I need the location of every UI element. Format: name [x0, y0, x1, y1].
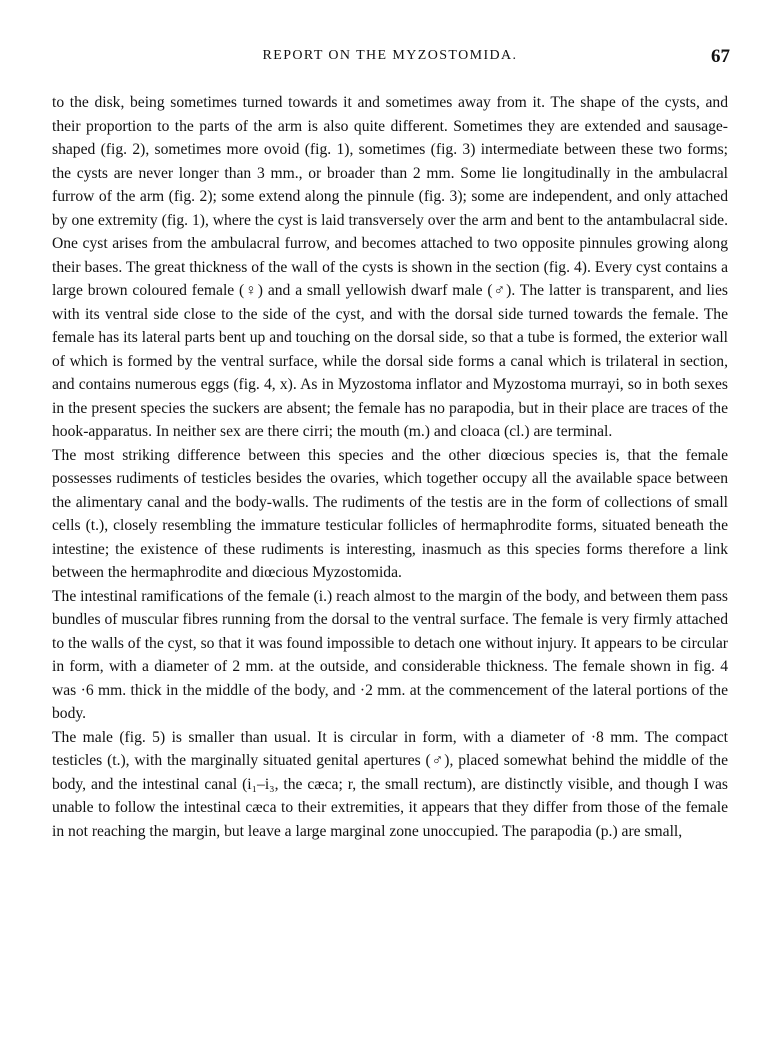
paragraph: The intestinal ramifications of the female (i.) reach almost to the margin of the body, and between them pass bundles of muscular fibres running from the dorsal to the ventral surface. The female is very firmly attached to the walls of the cyst, so that it was found impossible to detach one without injury. It appears to be circular in form, with a diameter of 2 mm. at the outside, and considerable thickness. The female shown in fig. 4 was ·6 mm. thick in the middle of the body, and ·2 mm. at the commencement of the lateral portions of the body.	[52, 587, 728, 722]
body-text	[52, 91, 728, 843]
paragraph: The male (fig. 5) is smaller than usual. It is circular in form, with a diameter of ·8 mm. The compact testicles (t.), with the marginally situated genital apertures (♂), placed somewhat behind the middle of the body, and the intestinal canal (i₁–i₃, the cæca; r, the small rectum), are distinctly visible, and though I was unable to follow the intestinal cæca to their extremities, it appears that they differ from those of the female in not reaching the margin, but leave a large marginal zone unoccupied. The parapodia (p.) are small,	[52, 728, 728, 840]
page-header	[50, 46, 730, 70]
running-title: REPORT ON THE MYZOSTOMIDA.	[262, 48, 518, 63]
paragraph: to the disk, being sometimes turned towards it and sometimes away from it. The shape of the cysts, and their proportion to the parts of the arm is also quite different. Sometimes they are extended and sausage-shaped (fig. 2), sometimes more ovoid (fig. 1), sometimes (fig. 3) intermediate between these two forms; the cysts are never longer than 3 mm., or broader than 2 mm. Some lie longitudinally in the ambulacral furrow of the arm (fig. 2); some extend along the pinnule (fig. 3); some are independent, and only attached by one extremity (fig. 1), where the cyst is laid transversely over the arm and bent to the antambulacral side. One cyst arises from the ambulacral furrow, and becomes attached to two opposite pinnules growing along their bases. The great thickness of the wall of the cysts is shown in the section (fig. 4). Every cyst contains a large brown coloured female (♀) and a small yellowish dwarf male (♂). The latter is transparent, and lies with its ventral side close to the side of the cyst, and with the dorsal side turned towards the female. The female has its lateral parts bent up and touching on the dorsal side, so that a tube is formed, the exterior wall of which is formed by the ventral surface, while the dorsal side forms a canal which is trilateral in section, and contains numerous eggs (fig. 4, x). As in Myzostoma inflator and Myzostoma murrayi, so in both sexes in the present species the suckers are absent; the female has no parapodia, but in their place are traces of the hook-apparatus. In neither sex are there cirri; the mouth (m.) and cloaca (cl.) are terminal.	[52, 94, 728, 440]
paragraph: The most striking difference between this species and the other diœcious species is, that the female possesses rudiments of testicles besides the ovaries, which together occupy all the available space between the alimentary canal and the body-walls. The rudiments of the testis are in the form of collections of small cells (t.), closely resembling the immature testicular follicles of hermaphrodite forms, situated beneath the intestine; the existence of these rudiments is interesting, inasmuch as this species forms therefore a link between the hermaphrodite and diœcious Myzostomida.	[52, 446, 728, 581]
page-number: 67	[711, 46, 730, 67]
